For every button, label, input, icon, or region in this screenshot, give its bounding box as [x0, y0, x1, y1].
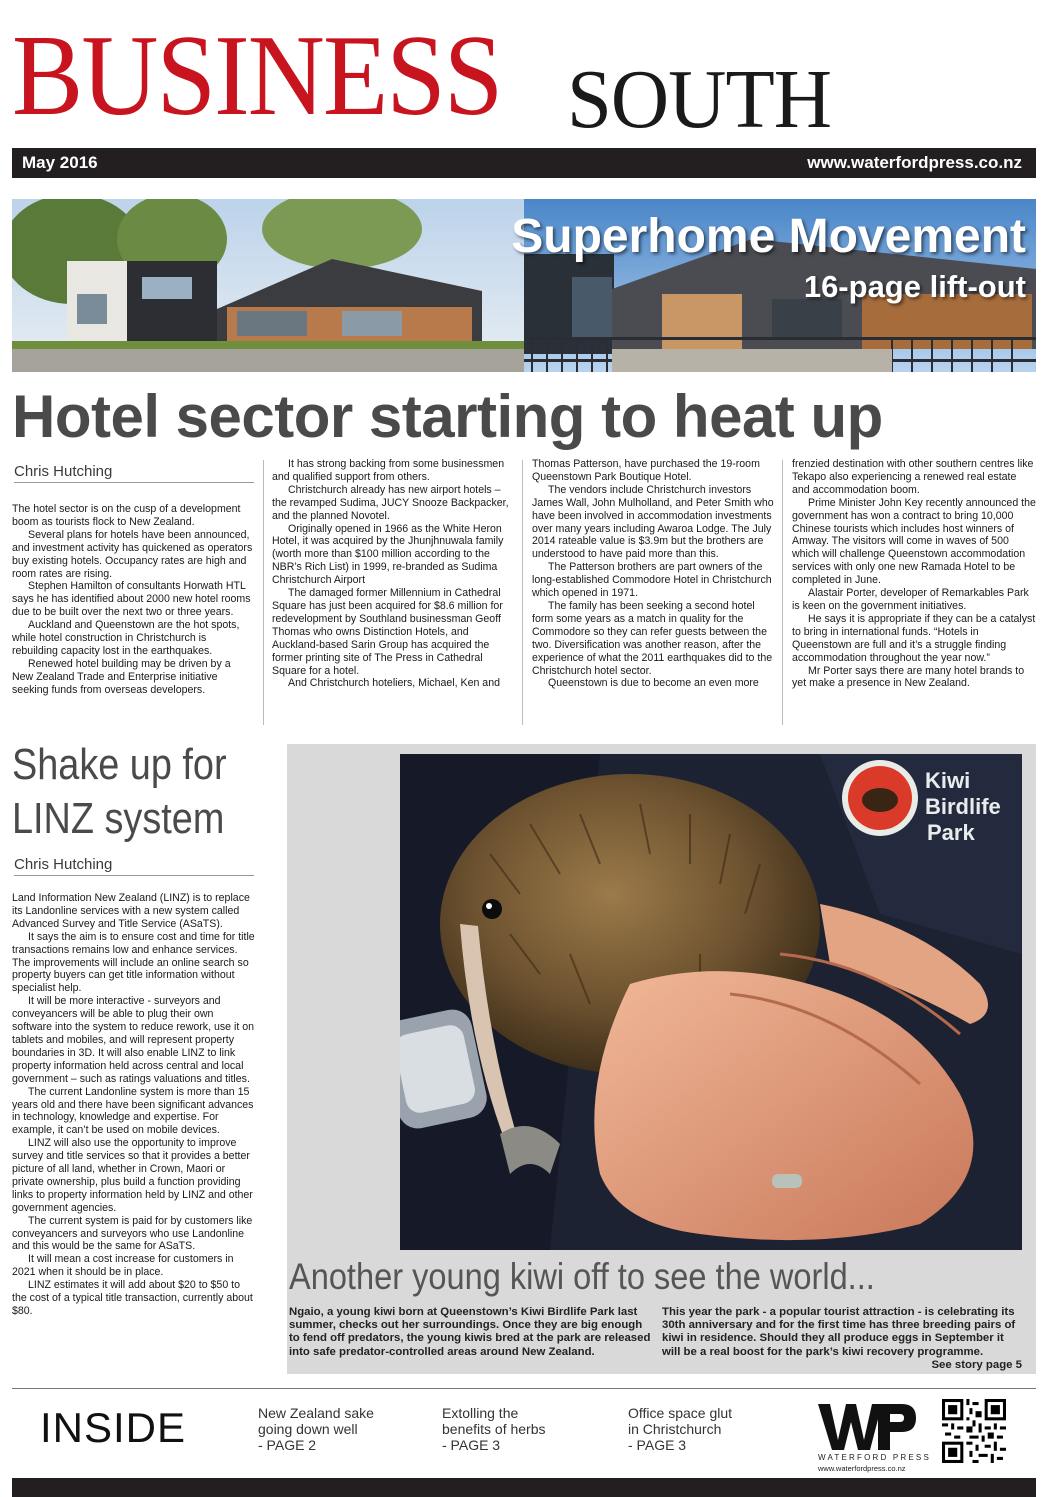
paragraph: It says the aim is to ensure cost and time for title transactions remains low and enhance services. The improvements will include an online search so property buyers can get title information without specialist help. — [12, 930, 255, 995]
paragraph: Renewed hotel building may be driven by a New Zealand Trade and Enterprise initiative seeking funds from overseas developers. — [12, 657, 231, 696]
paragraph: Land Information New Zealand (LINZ) is to replace its Landonline services with a new system called Advanced Survey and Title Service (ASaTS). — [12, 892, 250, 930]
badge-line-1: Kiwi — [925, 768, 971, 793]
paragraph: Prime Minister John Key recently announced the government has won a contract to bring 10,000 Chinese tourists which includes host winners of Amway. The visitors will come in waves of 500 which will challenge Queenstown accommodation services with only one new Ramada Hotel to be completed in June. — [792, 496, 1036, 587]
paragraph: Auckland and Queenstown are the hot spots, while hotel construction in Christchurch is rebuilding capacity lost in the earthquakes. — [12, 619, 240, 657]
kiwi-caption-right — [662, 1306, 1022, 1372]
column-rule — [522, 460, 523, 725]
teaser-page: - PAGE 3 — [442, 1437, 501, 1453]
paragraph: LINZ will also use the opportunity to improve survey and title services so that it provides a better picture of all land, whether in Crown, Maori or private ownership, plus build a function providing links to property information held by LINZ and other government agencies. — [12, 1137, 253, 1214]
paragraph: Alastair Porter, developer of Remarkables Park is keen on the government initiatives. — [792, 587, 1029, 612]
teaser-page: - PAGE 2 — [258, 1437, 317, 1453]
linz-headline — [12, 738, 227, 846]
paragraph: It will be more interactive - surveyors and conveyancers will be able to plug their own software into the system to reduce rework, use it on tablets and mobiles, and will represent property boundaries in 3D. It will also enable LINZ to link property information held across central and local government – such as ratings valuations and titles. — [12, 995, 255, 1085]
masthead-business: BUSINESS — [12, 12, 502, 140]
teaser-line: going down well — [258, 1421, 358, 1437]
paragraph: It will mean a cost increase for customers in 2021 when it should be in place. — [12, 1253, 234, 1279]
paragraph: LINZ estimates it will add about $20 to $50 to the cost of a typical title transaction, currently about $80. — [12, 1279, 253, 1317]
paragraph: The damaged former Millennium in Cathedral Square has just been acquired for $8.6 million for redevelopment by Southland businessman Geoff Thomas who owns Distinction Hotels, and Auckland-based Sarin Group has acquired the former printing site of The Press in Cathedral Square for a hotel. — [272, 587, 503, 677]
teaser-line: in Christchurch — [628, 1421, 722, 1437]
lead-column-2 — [272, 458, 516, 690]
footer-band — [12, 1478, 1036, 1497]
linz-headline-line-2: LINZ system — [12, 794, 225, 843]
paragraph: frenzied destination with other southern centres like Tekapo also experiencing a renewed real estate and accommodation boom. — [792, 458, 1034, 496]
paragraph: He says it is appropriate if they can be a catalyst to bring in international funds. “Hotels in Queenstown are full and it’s a struggle finding accommodation throughout the year now.” — [792, 612, 1036, 664]
paragraph: The current Landonline system is more than 15 years old and there have been significant advances in technology, knowledge and expertise. For example, it can’t be used on mobile devices. — [12, 1085, 254, 1137]
lead-column-1 — [12, 503, 254, 697]
logo-name: WATERFORD PRESS — [818, 1453, 932, 1462]
kiwi-photo — [400, 754, 1022, 1250]
paragraph: The family has been seeking a second hotel form some years as a match in quality for the Commodore so they can refer guests between the two. Diversification was another reason, after the experience of what the 2011 earthquakes did to the Christchurch hotel sector. — [532, 599, 773, 677]
column-rule — [263, 460, 264, 725]
see-story-link[interactable]: See story page 5 — [931, 1358, 1022, 1371]
lead-column-4 — [792, 458, 1036, 690]
paragraph: It has strong backing from some businessmen and qualified support from others. — [272, 458, 505, 483]
teaser-sake[interactable] — [258, 1405, 374, 1453]
teaser-line: New Zealand sake — [258, 1405, 374, 1421]
lead-headline: Hotel sector starting to heat up — [12, 383, 883, 450]
teaser-line: Office space glut — [628, 1405, 733, 1421]
paragraph: The Patterson brothers are part owners of the long-established Commodore Hotel in Christchurch which opened in 1971. — [532, 561, 772, 600]
paragraph: Several plans for hotels have been announced, and investment activity has quickened as operators buy existing hotels. Occupancy rates are high and room rates are rising. — [12, 528, 253, 580]
lead-column-3 — [532, 458, 776, 690]
lead-byline: Chris Hutching — [14, 463, 254, 483]
paragraph: The current system is paid for by customers like conveyancers and surveyors who use Landonline and this would be the same for ASaTS. — [12, 1214, 253, 1253]
qr-code-icon[interactable] — [942, 1399, 1006, 1463]
kiwi-photo-illustration — [400, 754, 1022, 1250]
issue-date: May 2016 — [22, 153, 98, 172]
paragraph: Thomas Patterson, have purchased the 19-room Queenstown Park Boutique Hotel. — [532, 458, 760, 483]
paragraph: The hotel sector is on the cusp of a development boom as tourists flock to New Zealand. — [12, 503, 241, 528]
date-band — [12, 148, 1036, 178]
teaser-line: Extolling the — [442, 1405, 519, 1421]
paragraph: Stephen Hamilton of consultants Horwath HTL says he has identified about 2000 new hotel rooms due to be built over the next two or three years. — [12, 580, 251, 619]
inside-label: INSIDE — [40, 1404, 187, 1451]
paragraph: Mr Porter says there are many hotel brands to yet make a presence in New Zealand. — [792, 664, 1025, 690]
teaser-line: benefits of herbs — [442, 1421, 546, 1437]
linz-column — [12, 892, 256, 1318]
kiwi-headline: Another young kiwi off to see the world... — [289, 1256, 875, 1297]
hero-subtitle: 16-page lift-out — [803, 269, 1026, 304]
kiwi-caption-right-text: This year the park - a popular tourist attraction - is celebrating its 30th anniversary and for the first time has three breeding pairs of kiwi in residence. Should they all produce eggs in September it will be a real boost for the park’s kiwi recovery programme. — [662, 1306, 1016, 1358]
linz-headline-line-1: Shake up for — [12, 740, 227, 789]
paragraph: The vendors include Christchurch investors James Wall, John Mulholland, and Peter Smith who have been involved in accommodation investments over many years including Awaroa Lodge. The July 2014 rateable value is $3.9m but the brothers are understood to have paid more than this. — [532, 483, 774, 561]
paragraph: Queenstown is due to become an even more — [548, 677, 759, 690]
teaser-office-space[interactable] — [628, 1405, 732, 1453]
paragraph: Originally opened in 1966 as the White Heron Hotel, it was acquired by the Jhunjhnuwala family (worth more than $100 million according to the NBR’s Rich List) in 1999, re-branded as Sudima Christchurch Airport — [272, 522, 504, 587]
hero-banner[interactable] — [12, 199, 1036, 372]
badge-line-3: Park — [927, 820, 975, 845]
divider — [12, 1388, 1036, 1389]
masthead-south: SOUTH — [567, 53, 832, 146]
kiwi-caption-left: Ngaio, a young kiwi born at Queenstown’s Kiwi Birdlife Park last summer, checks out her surroundings. Once they are big enough to fend off predators, the young kiwis bred at the park are released into safe predator-controlled areas around New Zealand. — [289, 1306, 651, 1358]
linz-byline: Chris Hutching — [14, 856, 254, 876]
teaser-page: - PAGE 3 — [628, 1437, 687, 1453]
column-rule — [782, 460, 783, 725]
hero-title: Superhome Movement — [511, 210, 1026, 263]
badge-line-2: Birdlife — [925, 794, 1001, 819]
website-link[interactable]: www.waterfordpress.co.nz — [807, 153, 1022, 172]
logo-url[interactable]: www.waterfordpress.co.nz — [818, 1464, 906, 1473]
paragraph: Christchurch already has new airport hotels – the revamped Sudima, JUCY Snooze Backpacker, and the planned Novotel. — [272, 483, 509, 522]
teaser-herbs[interactable] — [442, 1405, 546, 1453]
masthead — [12, 14, 1036, 148]
paragraph: And Christchurch hoteliers, Michael, Ken and — [288, 677, 500, 690]
